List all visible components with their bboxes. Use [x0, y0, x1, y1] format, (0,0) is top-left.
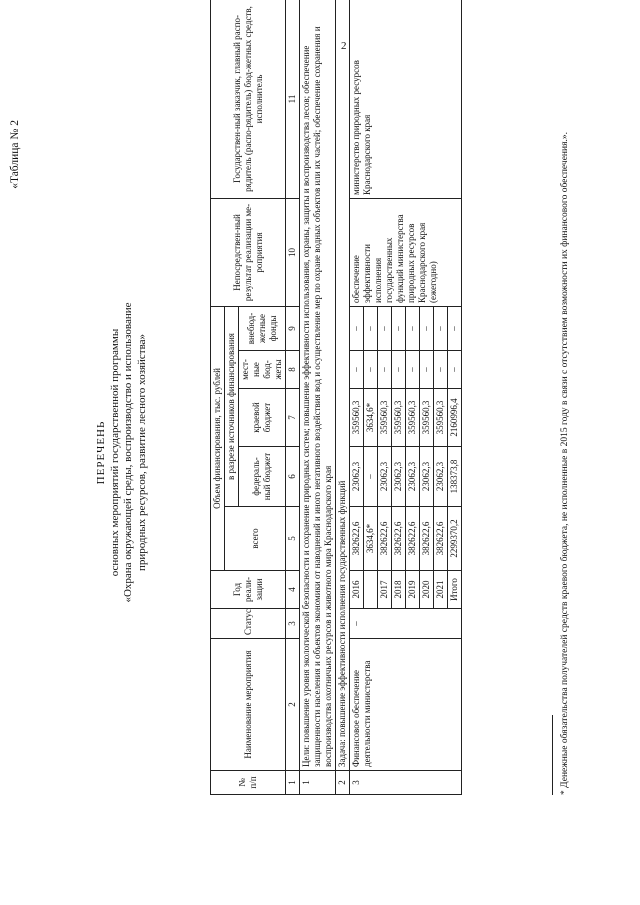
row-federal: 23062,3 — [350, 447, 364, 507]
col-number: 3 — [286, 609, 300, 639]
row-local: – — [350, 351, 364, 389]
row-federal: 23062,3 — [420, 447, 434, 507]
row-offbudget: – — [448, 306, 462, 350]
header-local: мест-ные бюд-жеты — [239, 351, 286, 389]
row-total: 382622,6 — [350, 507, 364, 571]
goal-num: 1 — [300, 771, 336, 795]
table-label: «Таблица № 2 — [9, 120, 21, 189]
task-text: Задача: повышение эффективности исполнения государственных функций — [336, 0, 350, 771]
measure-customer: министерство природных ресурсов Краснодарского края — [350, 0, 462, 198]
goal-row — [300, 0, 336, 795]
row-offbudget: – — [420, 306, 434, 350]
row-total: 2299370,2 — [448, 507, 462, 571]
row-offbudget: – — [378, 306, 392, 350]
row-offbudget: – — [364, 306, 378, 350]
subtitle-line: «Охрана окружающей среды, воспроизводство и использование — [122, 302, 134, 603]
col-number: 10 — [286, 198, 300, 306]
row-regional: 359560,3 — [434, 389, 448, 447]
row-regional: 359560,3 — [378, 389, 392, 447]
row-local: – — [364, 351, 378, 389]
header-row — [211, 0, 225, 795]
row-total: 382622,6 — [378, 507, 392, 571]
row-year: 2020 — [420, 571, 434, 609]
col-number: 5 — [286, 507, 300, 571]
row-federal: 23062,3 — [434, 447, 448, 507]
col-number: 2 — [286, 639, 300, 771]
row-year: 2019 — [406, 571, 420, 609]
row-regional: 359560,3 — [392, 389, 406, 447]
header-federal: федераль-ный бюджет — [239, 447, 286, 507]
footnote: * Денежные обязательства получателей средств краевого бюджета, не исполненные в 2015 году в связи с отсутствием возможности их финансового обеспечения.». — [560, 132, 570, 795]
row-regional: 2160996,4 — [448, 389, 462, 447]
measure-row — [350, 0, 364, 795]
footnote-rule — [552, 715, 553, 795]
row-federal: 23062,3 — [378, 447, 392, 507]
task-row — [336, 0, 350, 795]
row-regional: 359560,3 — [406, 389, 420, 447]
row-local: – — [406, 351, 420, 389]
row-federal: 23062,3 — [392, 447, 406, 507]
col-number: 6 — [286, 447, 300, 507]
row-local: – — [420, 351, 434, 389]
col-number: 8 — [286, 351, 300, 389]
row-local: – — [378, 351, 392, 389]
col-number: 1 — [286, 771, 300, 795]
measure-num: 3 — [350, 771, 462, 795]
measure-name: Финансовое обеспечение деятельности министерства — [350, 639, 462, 771]
row-total: 3634,6* — [364, 507, 378, 571]
page-number: 2 — [341, 40, 347, 52]
row-regional: 359560,3 — [420, 389, 434, 447]
row-total: 382622,6 — [392, 507, 406, 571]
measure-result: обеспечение эффективности исполнения государственных функций министерства природных ресурсов Краснодарского края (ежегодно) — [350, 198, 462, 306]
row-total: 382622,6 — [406, 507, 420, 571]
header-year: Год реали-зации — [211, 571, 286, 609]
row-offbudget: – — [350, 306, 364, 350]
row-year — [364, 571, 378, 609]
header-by-source: в разрезе источников финансирования — [225, 306, 239, 506]
col-number: 11 — [286, 0, 300, 198]
header-status: Статус — [211, 609, 286, 639]
row-offbudget: – — [434, 306, 448, 350]
task-num: 2 — [336, 771, 350, 795]
column-number-row — [286, 0, 300, 795]
row-federal: 138373,8 — [448, 447, 462, 507]
header-num: № п/п — [211, 771, 286, 795]
header-offbudget: внебюд-жетные фонды — [239, 306, 286, 350]
row-local: – — [392, 351, 406, 389]
row-local: – — [448, 351, 462, 389]
row-year: 2017 — [378, 571, 392, 609]
row-regional: 3634,6* — [364, 389, 378, 447]
col-number: 9 — [286, 306, 300, 350]
subtitle-line: основных мероприятий государственной программы — [108, 328, 121, 577]
row-total: 382622,6 — [434, 507, 448, 571]
header-customer: Государствен-ный заказчик, главный распо-рядитель (распо-рядитель) бюд-жетных средств, исполнитель — [211, 0, 286, 198]
row-total: 382622,6 — [420, 507, 434, 571]
row-federal: 23062,3 — [406, 447, 420, 507]
row-regional: 359560,3 — [350, 389, 364, 447]
row-year: 2018 — [392, 571, 406, 609]
row-local: – — [434, 351, 448, 389]
row-year: 2016 — [350, 571, 364, 609]
measures-table — [210, 0, 462, 795]
goal-text: Цели: повышение уровня экологической безопасности и сохранение природных систем; повышение эффективности использования, охраны, защиты и воспроизводства лесов; обеспечение защищенности населения и объектов экономики от наводнений и иного негативного воздействия вод и осуществление мер по охране водных объектов или их частей; обеспечение сохранения и воспроизводства охотничьих ресурсов и животного мира Краснодарского края — [300, 0, 336, 771]
measure-status: – — [350, 609, 462, 639]
row-year: 2021 — [434, 571, 448, 609]
row-federal: – — [364, 447, 378, 507]
row-year: Итого — [448, 571, 462, 609]
header-name: Наименование мероприятия — [211, 639, 286, 771]
subtitle-line: природных ресурсов, развитие лесного хозяйства» — [135, 333, 148, 572]
title-block — [95, 0, 149, 905]
row-offbudget: – — [392, 306, 406, 350]
document-title: ПЕРЕЧЕНЬ — [95, 420, 107, 485]
col-number: 4 — [286, 571, 300, 609]
header-total: всего — [225, 507, 286, 571]
header-result: Непосредствен-ный результат реализации ме-роприятия — [211, 198, 286, 306]
header-regional: краевой бюджет — [239, 389, 286, 447]
header-funding: Объем финансирования, тыс. рублей — [211, 306, 225, 570]
col-number: 7 — [286, 389, 300, 447]
row-offbudget: – — [406, 306, 420, 350]
